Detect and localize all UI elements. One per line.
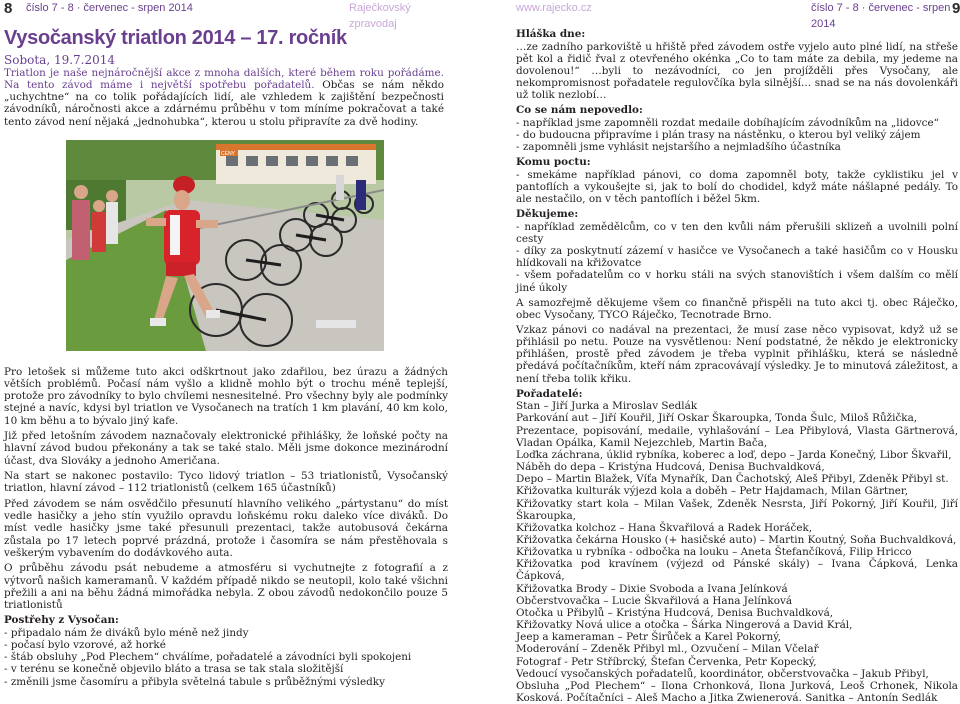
intro-lead: Triatlon je naše nejnáročnější akce z mnoha dalších, které během roku pořádáme. Na tento závod máme i největší spotřebu pořadatelů. <box>4 67 444 92</box>
poradatel-item: Křižovatky start kola – Milan Vašek, Zdeněk Nesrsta, Jiří Pokorný, Jiří Kouřil, Jiří Škaroupka, <box>516 497 958 522</box>
poradatel-item: Fotograf - Petr Stříbrcký, Štefan Červenka, Petr Kopecký, <box>516 655 817 668</box>
poradatel-item: Vedoucí vysočanských pořadatelů, koordinátor, občerstvovačka – Jakub Přibyl, <box>516 667 929 680</box>
poradatel-item: Křižovatka čekárna Housko (+ hasičské auto) – Martin Koutný, Soňa Buchvaldková, <box>516 533 957 546</box>
triathlon-photo <box>66 140 384 351</box>
poradatele-heading: Pořadatelé: <box>516 387 583 400</box>
article-intro <box>4 67 444 128</box>
issue-label: číslo 7 - 8 · červenec - srpen 2014 <box>811 2 951 30</box>
dekujeme-item: - všem pořadatelům co v horku stáli na svých stanovištích i všem dalším co mělí jiné úkoly <box>516 269 958 294</box>
photo-sign: CENY <box>221 151 235 157</box>
left-page <box>0 0 480 688</box>
postreh-item: - připadalo nám že diváků bylo méně než jindy <box>4 626 249 639</box>
dekujeme-item: - díky za poskytnutí zázemí v hasičce ve Vysočanech a také hasičům co v Housku hlídkovali na křižovatce <box>516 245 958 270</box>
postrehy-heading: Postřehy z Vysočan: <box>4 614 119 627</box>
poradatel-item: Stan – Jiří Jurka a Miroslav Sedlák <box>516 400 698 413</box>
right-page-header <box>516 0 960 30</box>
notice-text: Vzkaz pánovi co nadával na prezentaci, že musí zase něco vypisovat, když už se přihlásil po netu. Pouze na vysvětlenou: Není podstatné, že někdo je elektronicky přihlášen, prostě před závodem je třeba vyplnit přihlášku, která se následně předává počítačníkům, kteří nám zpracovávají výsledky. Je to minutová záležitost, a není třeba tolik křiku. <box>516 323 958 385</box>
issue-label: číslo 7 - 8 · červenec - srpen 2014 <box>26 2 193 14</box>
dekujeme-heading: Děkujeme: <box>516 208 579 221</box>
postreh-item: - štáb obsluhy „Pod Plechem“ chválíme, pořadatelé a závodníci byli spokojeni <box>4 651 412 664</box>
poradatel-item: Prezentace, popisování, medaile, vyhlašování – Lea Přibylová, Vlasta Gärtnerová, Vladan Opálka, Kamil Nejezchleb, Martin Bača, <box>516 424 958 449</box>
newspaper-name: Raječkovský zpravodaj <box>349 2 411 30</box>
nepovedlo-heading: Co se nám nepovedlo: <box>516 104 643 117</box>
article-title: Vysočanský triatlon 2014 – 17. ročník <box>4 27 347 49</box>
nepovedlo-item: - zapomněli jsme vyhlásit nejstaršího a nejmladšího účastníka <box>516 141 841 154</box>
nepovedlo-item: - do budoucna připravíme i plán trasy na nástěnku, o kterou byl veliký zájem <box>516 128 921 141</box>
poradatel-item: Křižovatka u rybníka - odbočka na louku – Aneta Štefančíková, Filip Hricco <box>516 546 912 559</box>
sponsors-text: A samozřejmě děkujeme všem co finančně přispěli na tuto akci tj. obec Ráječko, obec Vysočany, TYCO Ráječko, Tecnotrade Brno. <box>516 296 958 321</box>
body-paragraph-3: Na start se nakonec postavilo: Tyco lidový triatlon – 53 triatlonistů, Vysočanský triatlon, hlavní závod – 112 triatlonistů (celkem 165 účastníků) <box>4 470 448 495</box>
poradatel-item: Občerstvovačka – Lucie Škvařilová a Hana Jelínková <box>516 594 793 607</box>
intro-text: Občas se nám někdo „uchychtne“ na co tolik pořádajících lidí, ale vzhledem k zajištění bezpečnosti závodníků, náročnosti akce a zdárnému průběhu v tom míníme pokračovat a také tento závod není nějaká „jednohubka“, kterou u stolu připravíte za dvě hodiny. <box>4 79 444 128</box>
poradatel-item: Parkování aut – Jiří Kouřil, Jiří Oskar Škaroupka, Tonda Šulc, Miloš Růžička, <box>516 412 918 425</box>
poradatel-item: Depo – Martin Blažek, Víťa Mynařík, Dan Čachotský, Aleš Přibyl, Zdeněk Přibyl st. <box>516 473 949 486</box>
page-number: 8 <box>4 0 13 17</box>
body-paragraph-4: Před závodem se nám osvědčilo přesunutí hlavního velikého „pártystanu“ do míst vedle hasičky a jeho stín využilo opravdu loňskému roku daleko více diváků. Do míst vedle hasičky jsme také přesunuli prezentaci, takže autobusová čekárna zůstala po 17 letech poprvé prázdná, protože i časomíra se nám přestěhovala s veškerým vybavením do dodávkového auta. <box>4 498 448 559</box>
photo-illustration <box>66 140 384 351</box>
website-link[interactable]: www.rajecko.cz <box>516 2 592 14</box>
poradatel-item: Jeep a kameraman – Petr Širůček a Karel Pokorný, <box>516 631 781 644</box>
poradatel-item: Obsluha „Pod Plechem“ – Ilona Crhonková, Ilona Jurková, Leoš Crhonek, Nikola Kosková. Počítačníci – Aleš Macho a Jitka Zwienerová. Sanitka – Antonín Sedlák <box>516 679 958 704</box>
hlaska-text: …ze zadního parkoviště u hřiště před závodem ostře vyjelo auto plné lidí, na střeše pět kol a řidič řval z otevřeného okénka „Co to tam máte za debila, my jedeme na dovolenou!“ …byli to nezávodníci, co jen projížděli přes Vysočany, ale nekompromisnost pořadatele regulovčíka byla silnější… snad se na nás dovolenkáři už tolik nezlobí… <box>516 40 958 102</box>
body-paragraph-1: Pro letošek si můžeme tuto akci odškrtnout jako zdařilou, bez úrazu a žádných větších problémů. Počasí nám vyšlo a klidně mohlo být o trochu méně teplejší, protože pro závodníky to bylo chvílemi nesnesitelné. Pro všechny byly ale podmínky stejné a navíc, kdysi byl triatlon ve Vysočanech na tratích 1 km plavání, 40 km kolo, 10 km běhu a to bývalo jiný kafe. <box>4 366 448 427</box>
poradatel-item: Otočka u Přibylů – Kristýna Hudcová, Denisa Buchvaldková, <box>516 606 834 619</box>
right-page <box>480 0 960 704</box>
poradatel-item: Křižovatka pod kravínem (výjezd od Pánské skály) – Ivana Čápková, Lenka Čápková, <box>516 558 958 583</box>
poradatel-item: Křižovatka kolchoz – Hana Škvařilová a Radek Horáček, <box>516 521 813 534</box>
poradatel-item: Křižovatka Brody – Dixie Svoboda a Ivana Jelínková <box>516 582 788 595</box>
hlaska-heading: Hláška dne: <box>516 28 586 40</box>
poradatel-item: Loďka záchrana, úklid rybníka, koberec a loď, depo – Jarda Konečný, Libor Škvařil, <box>516 448 952 461</box>
nepovedlo-item: - například jsme zapomněli rozdat medaile dobíhajícím závodníkům na „lidovce“ <box>516 116 939 129</box>
poradatel-item: Křižovatka kulturák výjezd kola a doběh – Petr Hajdamach, Milan Gärtner, <box>516 485 909 498</box>
right-column <box>516 27 958 704</box>
poradatel-item: Náběh do depa – Kristýna Hudcová, Denisa Buchvaldková, <box>516 461 825 474</box>
postreh-item: - v terénu se konečně objevilo bláto a trasa se tak stala složitější <box>4 663 344 676</box>
poradatel-item: Moderování – Zdeněk Přibyl ml., Ozvučení – Milan Včelař <box>516 643 819 656</box>
body-paragraph-2: Již před letošním závodem naznačovaly elektronické přihlášky, že loňské počty na hlavní závod budou překonány a tak se také stalo. Měli jsme dokonce mezinárodní účast, dva Slováky a jednoho Američana. <box>4 430 448 467</box>
komu-heading: Komu poctu: <box>516 156 591 169</box>
poradatel-item: Křižovatky Nová ulice a otočka – Šárka Ningerová a David Král, <box>516 619 853 632</box>
komu-text: - smekáme například pánovi, co doma zapomněl boty, takže cyklistiku jel v pantoflích a vykoušejte si, jak to bolí do chodidel, když máte nášlapné pedály. To ale nestačilo, on v těch pantoflích i běžel 5km. <box>516 168 958 206</box>
postreh-item: - počasí bylo vzorové, až horké <box>4 639 166 652</box>
page-number: 9 <box>952 0 960 17</box>
postreh-item: - změnili jsme časomíru a přibyla světelná tabule s průběžnými výsledky <box>4 675 385 688</box>
article-date: Sobota, 19.7.2014 <box>4 53 116 67</box>
body-paragraph-5: O průběhu závodu psát nebudeme a atmosféru si vychutnejte z fotografií a z výtvorů našich kameramanů. V každém případě nikdo se neutopil, kolo také všichni přežili a ani na běhu žádná mimořádka nebyla. Z obou závodů nedokončilo pouze 5 triatlonistů <box>4 562 448 611</box>
article-body <box>4 366 448 688</box>
left-page-header <box>4 0 448 30</box>
dekujeme-item: - například zemědělcům, co v ten den kvůli nám přerušili sklizeň a uvolnili polní cesty <box>516 220 958 245</box>
